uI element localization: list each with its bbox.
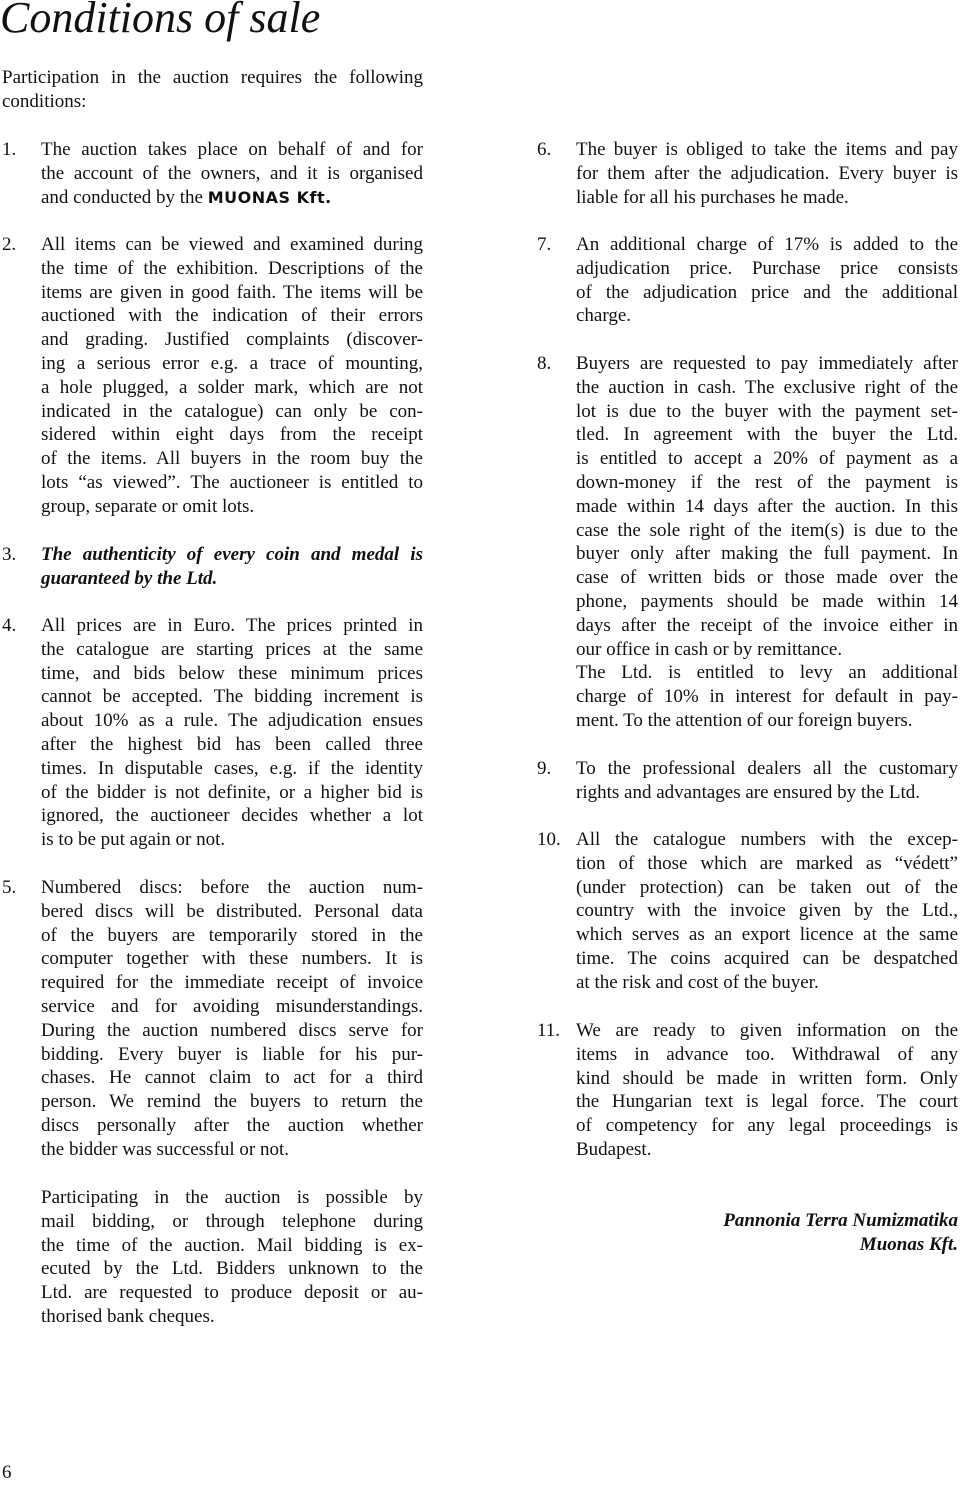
- condition-number: 4.: [2, 615, 17, 636]
- text-line: person. We remind the buyers to return the: [41, 1091, 423, 1113]
- text-line: ignored, the auctioneer decides whether a lot: [41, 805, 423, 827]
- text-line: bidding. Every buyer is liable for his pur-: [41, 1043, 423, 1065]
- condition-text: [41, 543, 423, 591]
- text-line: ment. To the attention of our foreign buyers.: [576, 709, 913, 731]
- condition-4: [2, 614, 423, 852]
- text-line: country with the invoice given by the Ltd.,: [576, 900, 958, 922]
- condition-9: [537, 757, 958, 805]
- text-line: chases. He cannot claim to act for a third: [41, 1067, 423, 1089]
- text-line: is to be put again or not.: [41, 829, 226, 851]
- condition-text: [576, 138, 958, 209]
- text-line: The authenticity of every coin and medal is: [41, 544, 423, 565]
- signature-firm: Muonas Kft.: [859, 1233, 958, 1255]
- text-line: bered discs will be distributed. Personal data: [41, 900, 423, 922]
- text-line: the time of the exhibition. Descriptions of the: [41, 257, 423, 279]
- text-line: times. In disputable cases, e.g. if the identity: [41, 757, 423, 779]
- condition-text: [576, 1019, 958, 1162]
- text-line: days after the receipt of the invoice either in: [576, 614, 958, 636]
- text-line: tled. In agreement with the buyer the Ltd.: [576, 424, 958, 446]
- intro-paragraph: [2, 66, 423, 114]
- text-line: To the professional dealers all the customary: [576, 758, 958, 779]
- condition-number: 11.: [537, 1020, 561, 1041]
- text-line: Numbered discs: before the auction num-: [41, 877, 423, 898]
- page-number: 6: [2, 1462, 12, 1483]
- text-line: is entitled to accept a 20% of payment as a: [576, 448, 958, 470]
- condition-number: 3.: [2, 544, 17, 565]
- text-line: charge of 10% in interest for default in pay-: [576, 686, 958, 708]
- condition-number: 1.: [2, 139, 17, 160]
- text-line: buyer only after making the full payment. In: [576, 543, 958, 565]
- condition-6: [537, 138, 958, 209]
- condition-number: 5.: [2, 877, 17, 898]
- text-line: lot is due to the buyer with the payment set-: [576, 400, 958, 422]
- text-line: and grading. Justified complaints (discover-: [41, 329, 423, 351]
- text-line: All items can be viewed and examined during: [41, 234, 423, 255]
- text-line: Participating in the auction is possible by: [41, 1187, 423, 1208]
- text-line: items are given in good faith. The items will be: [41, 281, 423, 303]
- condition-number: 10.: [537, 829, 561, 850]
- text-line: case the sole right of the item(s) is due to the: [576, 519, 958, 541]
- condition-text: [41, 233, 423, 519]
- condition-number: 7.: [537, 234, 552, 255]
- condition-1: [2, 138, 423, 209]
- text-line: ing a serious error e.g. a trace of mounting,: [41, 352, 423, 374]
- text-line: of the items. All buyers in the room buy the: [41, 448, 423, 470]
- text-line: The buyer is obliged to take the items and pay: [576, 139, 958, 160]
- text-line: tion of those which are marked as “védett”: [576, 852, 958, 874]
- text-line: charge.: [576, 305, 632, 327]
- text-line: [41, 186, 423, 210]
- text-line: made within 14 days after the auction. In this: [576, 495, 958, 517]
- text-line: auctioned with the indication of their errors: [41, 305, 423, 327]
- closing-paragraph: [41, 1186, 423, 1329]
- signature-company: Pannonia Terra Numizmatika: [723, 1210, 958, 1231]
- text-line: about 10% as a rule. The adjudication ensues: [41, 710, 423, 732]
- text-line: The auction takes place on behalf of and for: [41, 139, 423, 160]
- text-line: (under protection) can be taken out of the: [576, 876, 958, 898]
- text-line: service and for avoiding misunderstandings.: [41, 995, 423, 1017]
- condition-number: 8.: [537, 353, 552, 374]
- text-line: of the buyers are temporarily stored in the: [41, 924, 423, 946]
- text-line: the catalogue are starting prices at the same: [41, 638, 423, 660]
- condition-text: [576, 233, 958, 328]
- text-line: of the adjudication price and the additional: [576, 281, 958, 303]
- text-line: mail bidding, or through telephone during: [41, 1210, 423, 1232]
- condition-number: 9.: [537, 758, 552, 779]
- text-line: thorised bank cheques.: [41, 1305, 215, 1327]
- text-line: rights and advantages are ensured by the Ltd.: [576, 781, 920, 803]
- text-line: computer together with these numbers. It is: [41, 948, 423, 970]
- condition-11: [537, 1019, 958, 1162]
- text-line: cannot be accepted. The bidding increment is: [41, 686, 423, 708]
- condition-3: [2, 543, 423, 591]
- text-line: indicated in the catalogue) can only be con-: [41, 400, 423, 422]
- text-line: the time of the auction. Mail bidding is ex-: [41, 1234, 423, 1256]
- text-line: We are ready to given information on the: [576, 1020, 958, 1041]
- condition-text: [576, 352, 958, 733]
- text-line: The Ltd. is entitled to levy an additional: [576, 662, 958, 684]
- condition-number: 6.: [537, 139, 552, 160]
- text-line: case of written bids or those made over the: [576, 567, 958, 589]
- condition-2: [2, 233, 423, 519]
- text-line: the bidder was successful or not.: [41, 1138, 289, 1160]
- text-line: discs personally after the auction whether: [41, 1114, 423, 1136]
- page-title: Conditions of sale: [0, 0, 321, 42]
- text-line: liable for all his purchases he made.: [576, 186, 849, 208]
- condition-8: [537, 352, 958, 733]
- text-line: after the highest bid has been called three: [41, 733, 423, 755]
- text-line: of the bidder is not definite, or a higher bid is: [41, 781, 423, 803]
- text-line: our office in cash or by remittance.: [576, 638, 843, 660]
- condition-5: [2, 876, 423, 1162]
- condition-number: 2.: [2, 234, 17, 255]
- text-line: adjudication price. Purchase price consists: [576, 257, 958, 279]
- condition-10: [537, 828, 958, 995]
- text-line: An additional charge of 17% is added to the: [576, 234, 958, 255]
- condition-text: [41, 138, 423, 209]
- text-line: Budapest.: [576, 1138, 652, 1160]
- text-line: time, and bids below these minimum prices: [41, 662, 423, 684]
- company-brand: MUONAS Kft.: [207, 187, 332, 207]
- condition-text: [576, 757, 958, 805]
- condition-text: [41, 614, 423, 852]
- condition-text: [576, 828, 958, 995]
- text-line: which serves as an export licence at the same: [576, 924, 958, 946]
- condition-text: [41, 876, 423, 1162]
- text-line: All the catalogue numbers with the excep-: [576, 829, 958, 850]
- text-line: kind should be made in written form. Only: [576, 1067, 958, 1089]
- text-line: sidered within eight days from the receipt: [41, 424, 423, 446]
- text-line: a hole plugged, a solder mark, which are not: [41, 376, 423, 398]
- text-line: conditions:: [2, 90, 87, 112]
- text-line-start: and conducted by the: [41, 186, 203, 208]
- condition-7: [537, 233, 958, 328]
- text-line: All prices are in Euro. The prices printed in: [41, 615, 423, 636]
- text-line: for them after the adjudication. Every buyer is: [576, 162, 958, 184]
- text-line: During the auction numbered discs serve for: [41, 1019, 423, 1041]
- text-line: phone, payments should be made within 14: [576, 590, 958, 612]
- signature: [723, 1209, 958, 1257]
- text-line: the auction in cash. The exclusive right of the: [576, 376, 958, 398]
- text-line: lots “as viewed”. The auctioneer is entitled to: [41, 471, 423, 493]
- text-line: at the risk and cost of the buyer.: [576, 971, 819, 993]
- text-line: down-money if the rest of the payment is: [576, 471, 958, 493]
- text-line: of competency for any legal proceedings is: [576, 1115, 958, 1137]
- text-line: group, separate or omit lots.: [41, 495, 255, 517]
- text-line: guaranteed by the Ltd.: [41, 567, 218, 589]
- text-line: time. The coins acquired can be despatched: [576, 947, 958, 969]
- text-line: Ltd. are requested to produce deposit or au-: [41, 1282, 423, 1304]
- text-line: Buyers are requested to pay immediately after: [576, 353, 958, 374]
- text-line: required for the immediate receipt of invoice: [41, 972, 423, 994]
- text-line: items in advance too. Withdrawal of any: [576, 1043, 958, 1065]
- text-line: Participation in the auction requires the following: [2, 67, 423, 88]
- text-line: the Hungarian text is legal force. The court: [576, 1091, 958, 1113]
- text-line: the account of the owners, and it is organised: [41, 162, 423, 184]
- text-line: ecuted by the Ltd. Bidders unknown to the: [41, 1258, 423, 1280]
